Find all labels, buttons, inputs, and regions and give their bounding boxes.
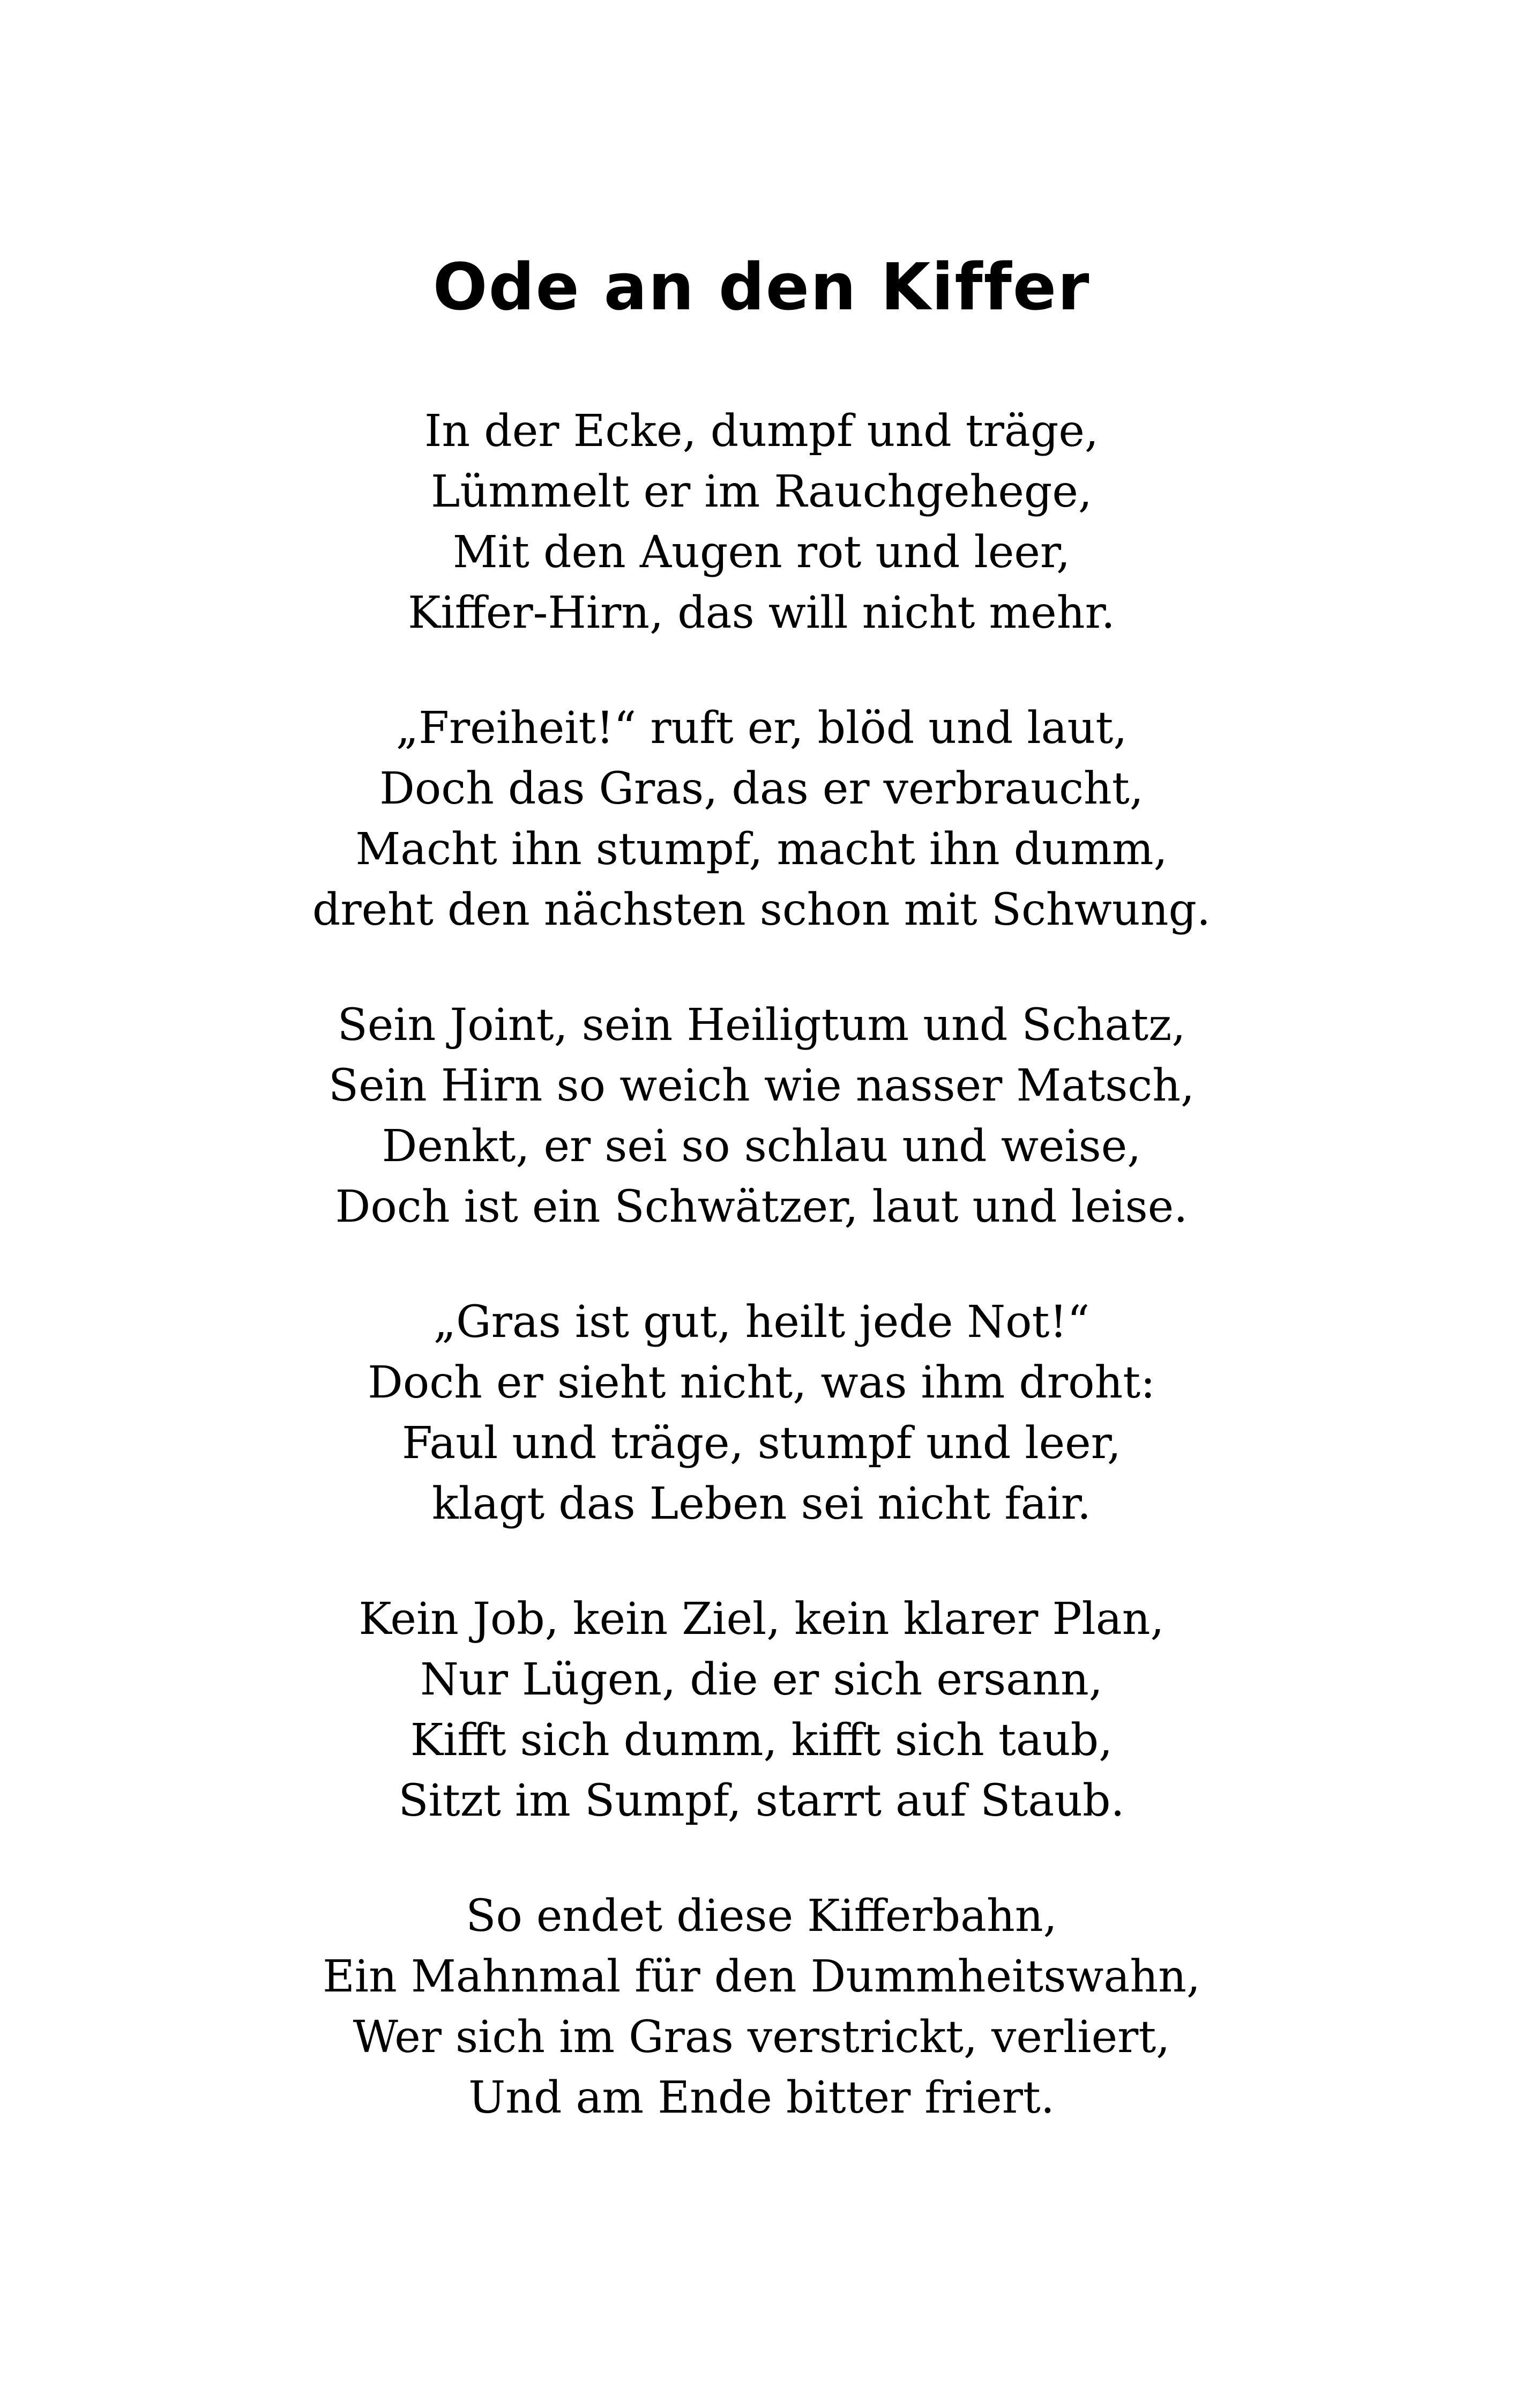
poem-line: Wer sich im Gras verstrickt, verliert, xyxy=(353,2012,1170,2063)
poem-body xyxy=(0,401,1523,2183)
poem-line: Kein Job, kein Ziel, kein klarer Plan, xyxy=(359,1594,1164,1645)
poem-line: Und am Ende bitter friert. xyxy=(468,2072,1055,2123)
poem-line: Denkt, er sei so schlau und weise, xyxy=(382,1121,1141,1172)
poem-title: Ode an den Kiffer xyxy=(432,250,1091,325)
poem-line: „Gras ist gut, heilt jede Not!“ xyxy=(433,1297,1090,1348)
poem-line: Mit den Augen rot und leer, xyxy=(452,527,1071,578)
poem-line: So endet diese Kifferbahn, xyxy=(466,1891,1057,1942)
poem-line: In der Ecke, dumpf und träge, xyxy=(424,406,1099,457)
poem-line: dreht den nächsten schon mit Schwung. xyxy=(312,885,1211,935)
poem-line: Doch er sieht nicht, was ihm droht: xyxy=(368,1357,1155,1408)
stanza xyxy=(0,1886,1523,2128)
poem-line: klagt das Leben sei nicht fair. xyxy=(431,1478,1092,1529)
poem-line: Nur Lügen, die er sich ersann, xyxy=(420,1654,1103,1705)
poem-line: Lümmelt er im Rauchgehege, xyxy=(431,466,1092,517)
stanza xyxy=(0,401,1523,643)
poem-line: Sein Joint, sein Heiligtum und Schatz, xyxy=(337,1000,1186,1051)
poem-line: Faul und träge, stumpf und leer, xyxy=(402,1418,1121,1469)
stanza xyxy=(0,1292,1523,1534)
stanza xyxy=(0,995,1523,1237)
poem-line: Doch ist ein Schwätzer, laut und leise. xyxy=(335,1181,1188,1232)
stanza xyxy=(0,698,1523,940)
poem-line: Doch das Gras, das er verbraucht, xyxy=(379,763,1144,814)
poem-line: Macht ihn stumpf, macht ihn dumm, xyxy=(355,824,1168,875)
poem-line: Kiffer-Hirn, das will nicht mehr. xyxy=(408,588,1115,638)
stanza xyxy=(0,1589,1523,1831)
poem-line: Sein Hirn so weich wie nasser Matsch, xyxy=(328,1060,1195,1111)
poem-line: Kifft sich dumm, kifft sich taub, xyxy=(410,1715,1113,1766)
poem-line: Sitzt im Sumpf, starrt auf Staub. xyxy=(398,1775,1125,1826)
poem-line: Ein Mahnmal für den Dummheitswahn, xyxy=(322,1951,1201,2002)
poem-line: „Freiheit!“ ruft er, blöd und laut, xyxy=(395,703,1128,754)
